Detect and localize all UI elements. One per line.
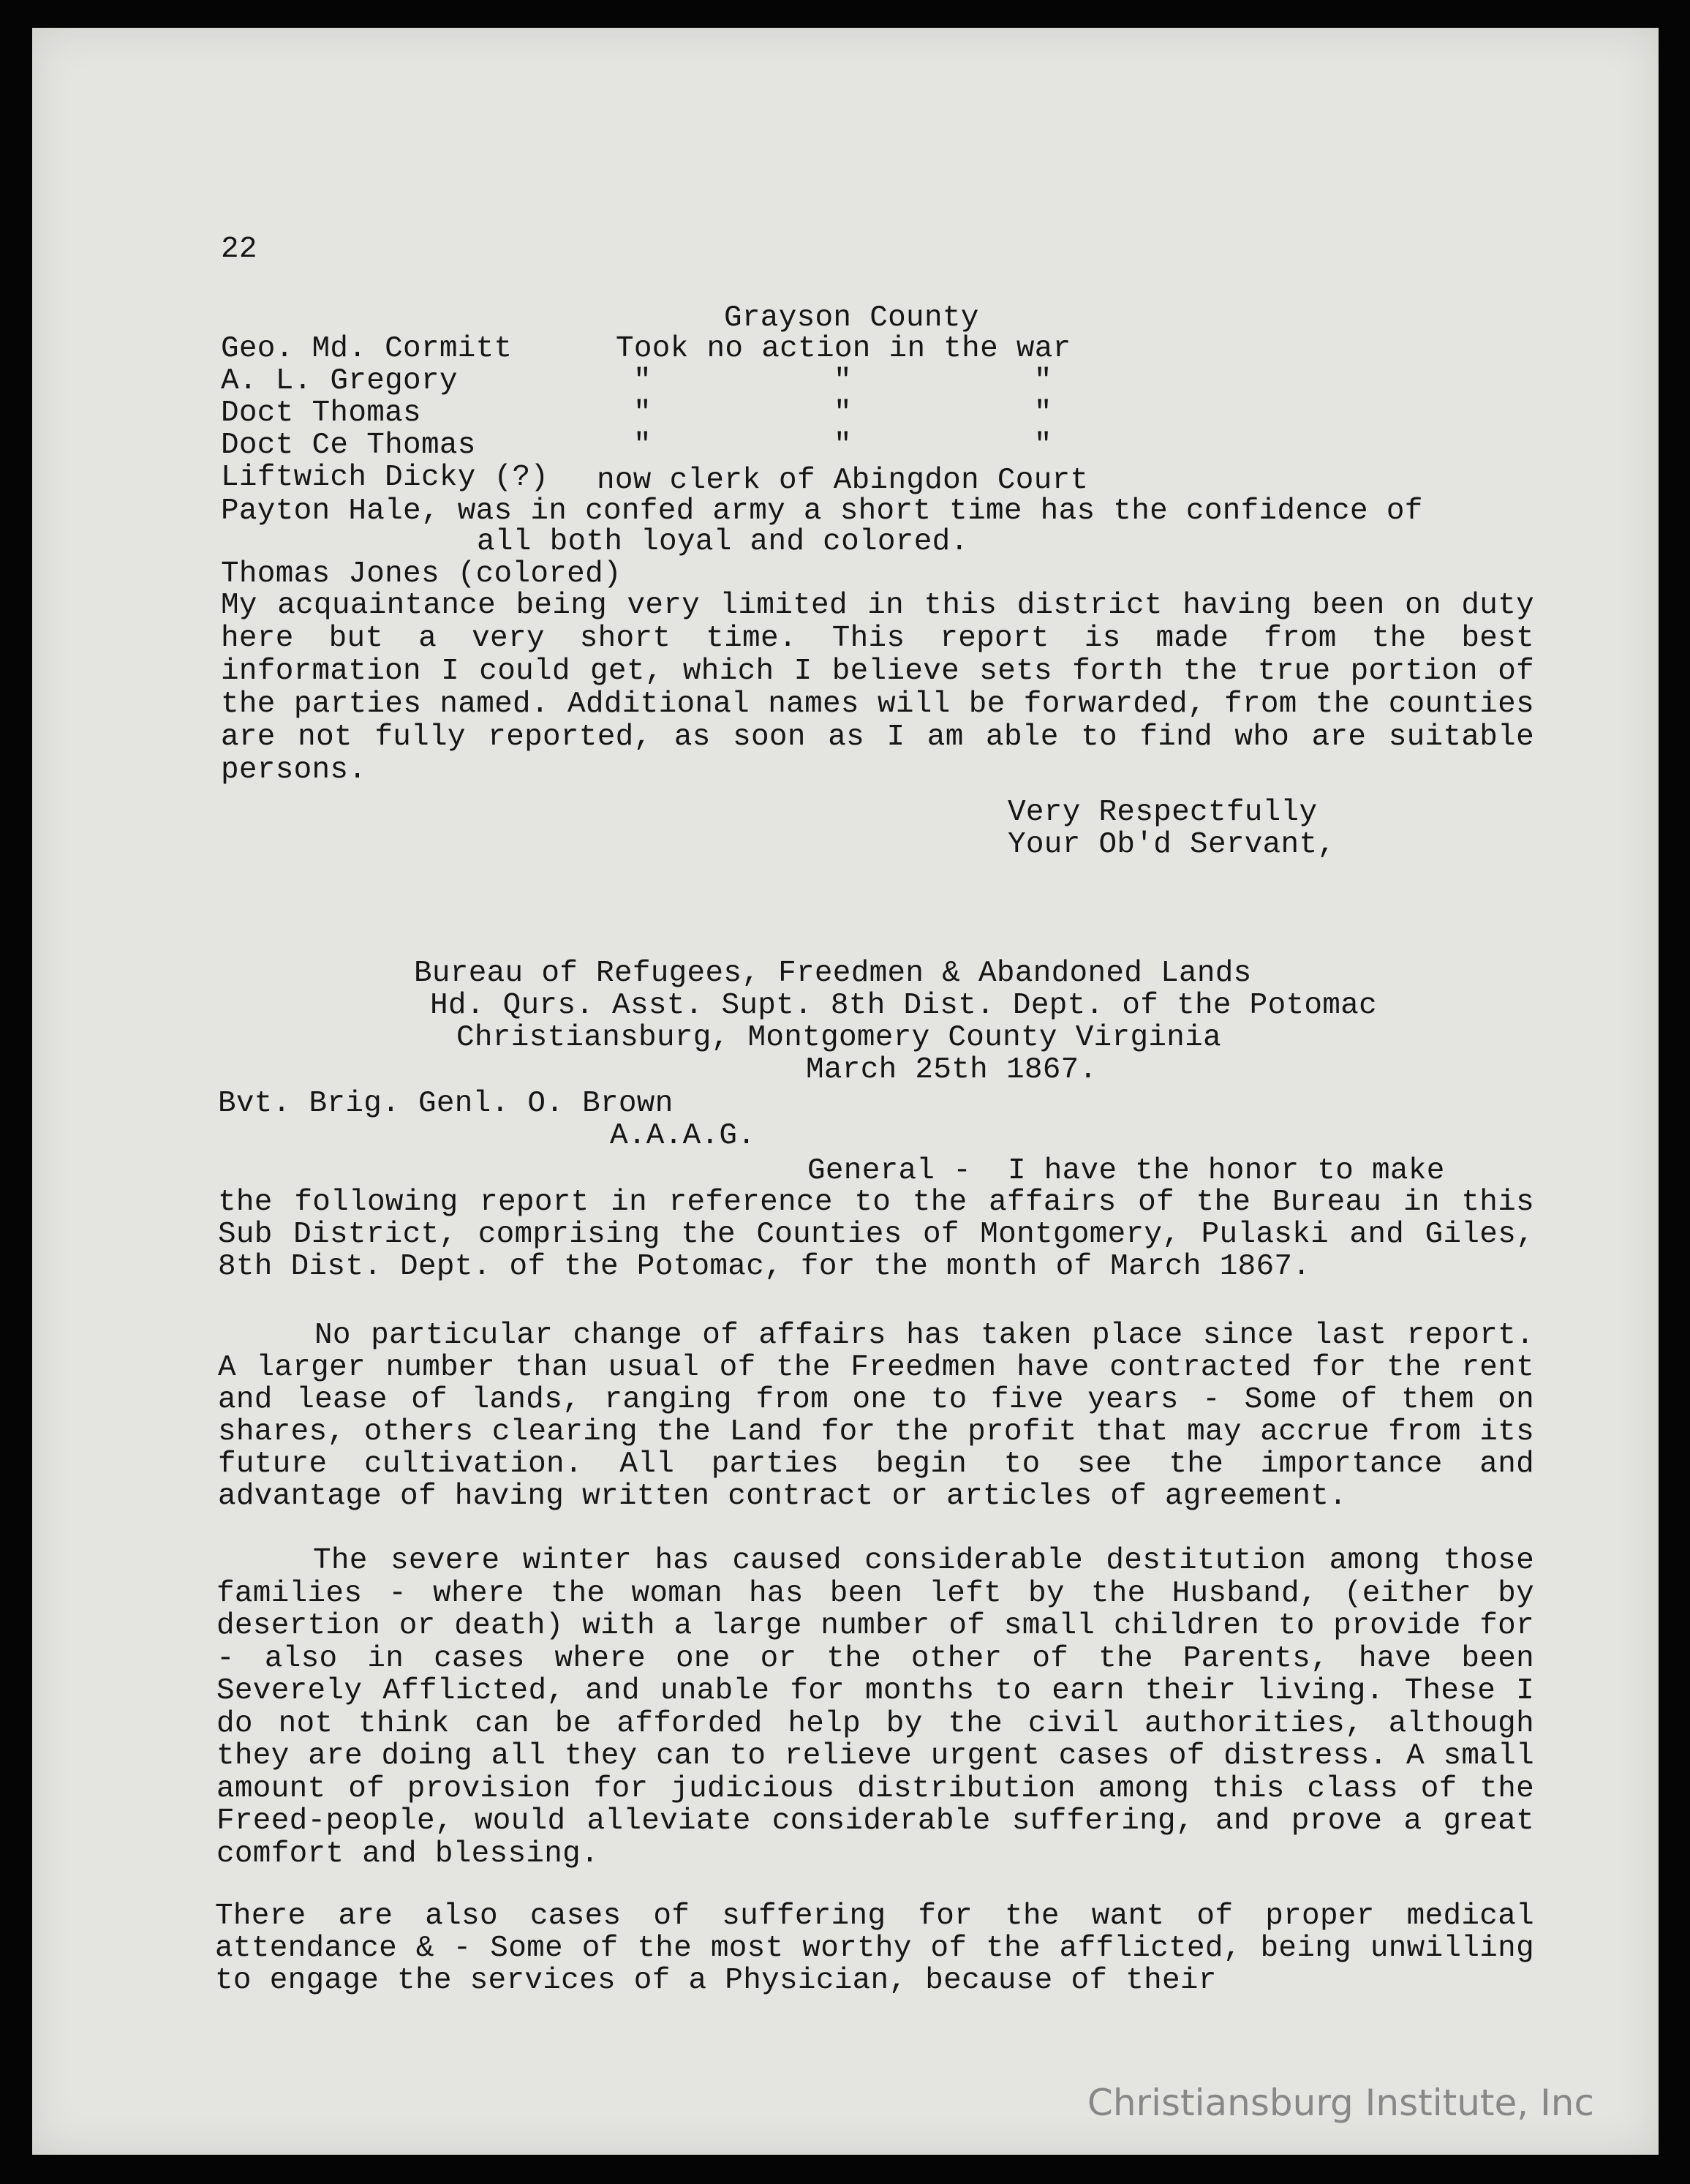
list-item-ditto: " " "	[633, 396, 1052, 430]
list-item-name: Liftwich Dicky (?)	[221, 461, 549, 494]
letter-paragraph: The severe winter has caused considerable destitution among those families - where the woman has been left by the Husband, (either by desertion or death) with a large number of small children to provide for - also in cases where one or the other of the Parents, have been Severely Afflicted, and unable for months to earn their living. These I do not think can be afforded help by the civil authorities, although they are doing all they can to relieve urgent cases of distress. A small amount of provision for judicious distribution among this class of the Freed-people, would alleviate considerable suffering, and prove a great comfort and blessing.	[216, 1544, 1534, 1871]
list-item-ditto: " " "	[633, 429, 1052, 462]
payton-line: Payton Hale, was in confed army a short time has the confidence of	[221, 494, 1423, 528]
report-paragraph: My acquaintance being very limited in this district having been on duty here but a very short time. This report is made from the best information I could get, which I believe sets forth the true portion of the parties named. Additional names will be forwarded, from the counties are not fully reported, as soon as I am able to find who are suitable persons.	[221, 589, 1534, 787]
list-item-note: Took no action in the war	[616, 332, 1071, 366]
thomas-jones-line: Thomas Jones (colored)	[221, 557, 622, 591]
signature-line: Your Ob'd Servant,	[1008, 828, 1336, 862]
payton-line-continued: all both loyal and colored.	[477, 525, 969, 559]
page-number: 22	[221, 233, 257, 266]
list-item-name: A. L. Gregory	[221, 364, 458, 398]
list-item-ditto: " " "	[633, 364, 1052, 398]
letter-header-bureau: Bureau of Refugees, Freedmen & Abandoned Lands	[414, 957, 1252, 990]
salutation-line: General - I have the honor to make	[807, 1154, 1445, 1188]
closing-line: Very Respectfully	[1008, 796, 1318, 829]
letter-header-location: Christiansburg, Montgomery County Virginia	[456, 1021, 1221, 1055]
letter-paragraph: There are also cases of suffering for the want of proper medical attendance & - Some of the most worthy of the afflicted, being unwilling to engage the services of a Physician, because of their	[215, 1899, 1534, 1997]
recipient-name: Bvt. Brig. Genl. O. Brown	[218, 1087, 674, 1121]
list-item-name: Geo. Md. Cormitt	[221, 332, 513, 366]
list-item-name: Doct Ce Thomas	[221, 429, 476, 462]
document-page	[32, 28, 1659, 2155]
recipient-title: A.A.A.G.	[610, 1119, 756, 1153]
list-item-note: now clerk of Abingdon Court	[597, 464, 1089, 497]
letter-paragraph: No particular change of affairs has taken place since last report. A larger number than usual of the Freedmen have contracted for the rent and lease of lands, ranging from one to five years - Some of them on shares, others clearing the Land for the profit that may accrue from its future cultivation. All parties begin to see the importance and advantage of having written contract or articles of agreement.	[218, 1319, 1534, 1513]
letter-date: March 25th 1867.	[806, 1053, 1098, 1087]
county-heading: Grayson County	[724, 301, 979, 335]
watermark: Christiansburg Institute, Inc	[1087, 2082, 1594, 2124]
list-item-name: Doct Thomas	[221, 396, 421, 430]
letter-intro-paragraph: the following report in reference to the affairs of the Bureau in this Sub District, comprising the Counties of Montgomery, Pulaski and Giles, 8th Dist. Dept. of the Potomac, for the month of March 1867.	[218, 1186, 1534, 1284]
letter-header-headquarters: Hd. Qurs. Asst. Supt. 8th Dist. Dept. of the Potomac	[430, 989, 1378, 1023]
